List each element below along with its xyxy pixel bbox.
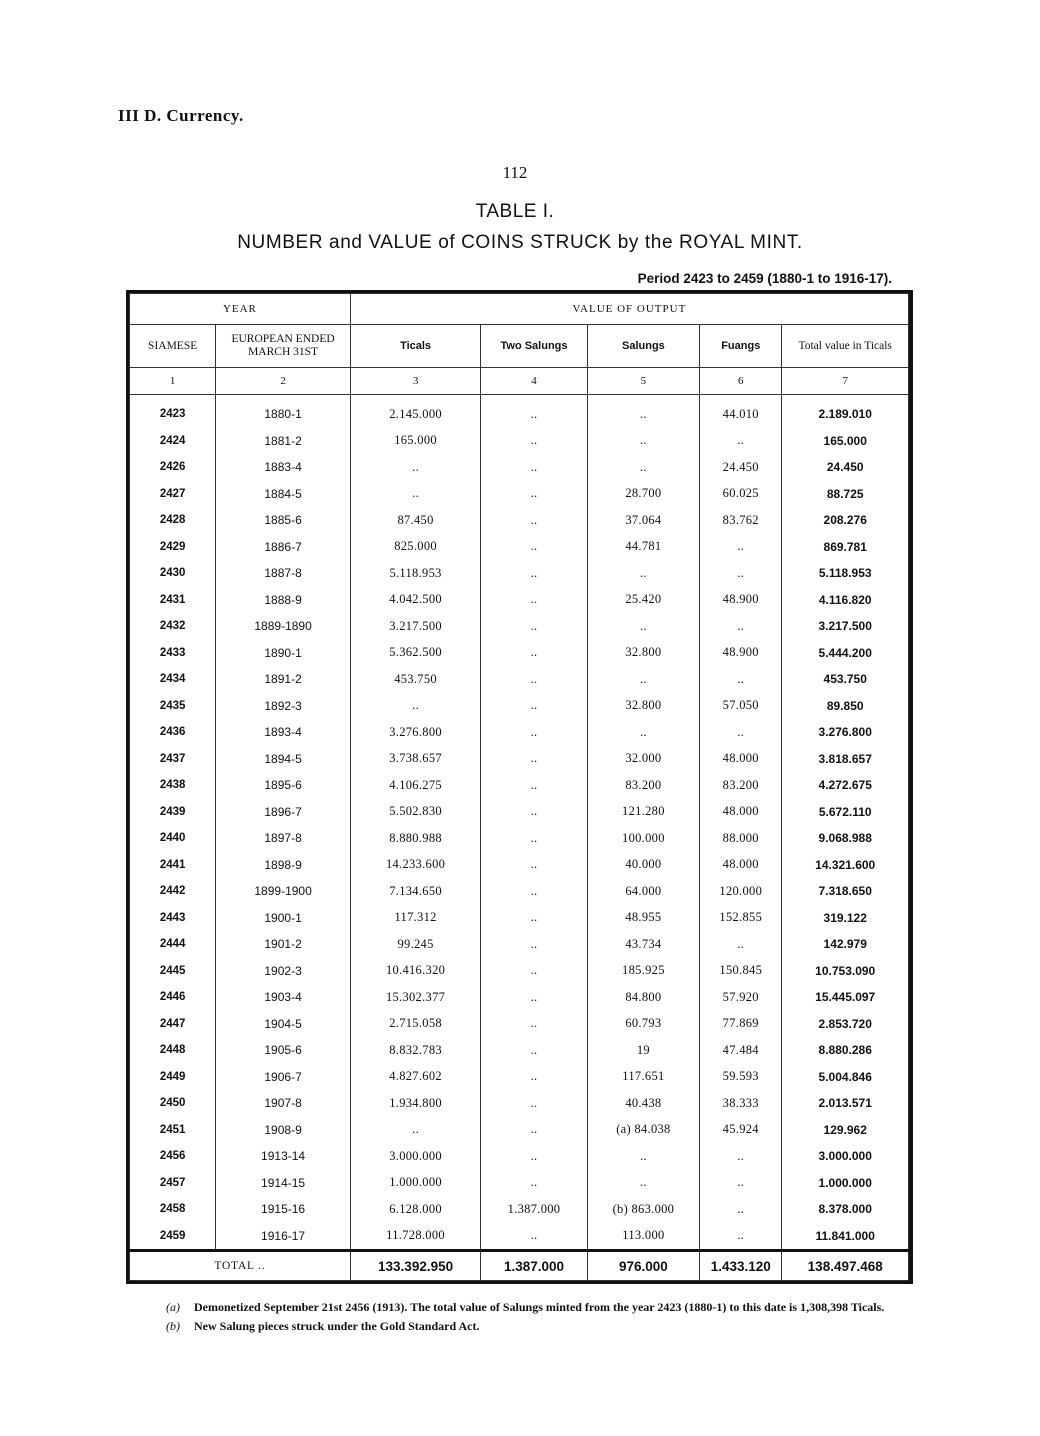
cell-fuangs: 120.000 bbox=[700, 878, 782, 905]
cell-total-value: 5.004.846 bbox=[782, 1064, 909, 1091]
cell-salungs: 117.651 bbox=[587, 1064, 699, 1091]
cell-ticals: 4.042.500 bbox=[350, 587, 480, 614]
cell-fuangs: 60.025 bbox=[700, 481, 782, 508]
cell-siamese-year: 2432 bbox=[130, 613, 216, 640]
column-header-salungs: Salungs bbox=[587, 325, 699, 368]
cell-siamese-year: 2459 bbox=[130, 1223, 216, 1251]
cell-siamese-year: 2443 bbox=[130, 905, 216, 932]
cell-fuangs: 83.200 bbox=[700, 772, 782, 799]
table-row bbox=[130, 931, 909, 958]
cell-total-value: 142.979 bbox=[782, 931, 909, 958]
cell-ticals: 7.134.650 bbox=[350, 878, 480, 905]
cell-total-value: 15.445.097 bbox=[782, 984, 909, 1011]
cell-total-value: 11.841.000 bbox=[782, 1223, 909, 1251]
cell-salungs: (a) 84.038 bbox=[587, 1117, 699, 1144]
table-row bbox=[130, 613, 909, 640]
cell-fuangs: .. bbox=[700, 560, 782, 587]
cell-ticals: 15.302.377 bbox=[350, 984, 480, 1011]
cell-fuangs: .. bbox=[700, 1143, 782, 1170]
cell-two-salungs: .. bbox=[481, 640, 587, 667]
cell-european-year: 1892-3 bbox=[216, 693, 351, 720]
cell-total-value: 208.276 bbox=[782, 507, 909, 534]
column-number: 2 bbox=[216, 368, 351, 395]
footnotes bbox=[166, 1301, 916, 1339]
cell-ticals: 11.728.000 bbox=[350, 1223, 480, 1251]
cell-two-salungs: .. bbox=[481, 481, 587, 508]
cell-total-value: 5.672.110 bbox=[782, 799, 909, 826]
cell-total-value: 2.189.010 bbox=[782, 395, 909, 428]
cell-two-salungs: .. bbox=[481, 613, 587, 640]
cell-european-year: 1883-4 bbox=[216, 454, 351, 481]
period-caption: Period 2423 to 2459 (1880-1 to 1916-17). bbox=[637, 271, 892, 286]
cell-ticals: 1.934.800 bbox=[350, 1090, 480, 1117]
page-number: 112 bbox=[502, 163, 528, 182]
cell-european-year: 1915-16 bbox=[216, 1196, 351, 1223]
column-number: 1 bbox=[130, 368, 216, 395]
cell-fuangs: 38.333 bbox=[700, 1090, 782, 1117]
cell-total-value: 3.217.500 bbox=[782, 613, 909, 640]
cell-salungs: 64.000 bbox=[587, 878, 699, 905]
cell-total-value: 14.321.600 bbox=[782, 852, 909, 879]
cell-two-salungs: .. bbox=[481, 560, 587, 587]
cell-total-value: 89.850 bbox=[782, 693, 909, 720]
cell-ticals: 8.880.988 bbox=[350, 825, 480, 852]
cell-ticals: 5.362.500 bbox=[350, 640, 480, 667]
cell-ticals: 2.145.000 bbox=[350, 395, 480, 428]
cell-fuangs: 59.593 bbox=[700, 1064, 782, 1091]
cell-salungs: 60.793 bbox=[587, 1011, 699, 1038]
table-row bbox=[130, 1223, 909, 1251]
cell-ticals: 4.827.602 bbox=[350, 1064, 480, 1091]
cell-total-value: 129.962 bbox=[782, 1117, 909, 1144]
cell-salungs: .. bbox=[587, 1143, 699, 1170]
cell-siamese-year: 2458 bbox=[130, 1196, 216, 1223]
cell-ticals: 99.245 bbox=[350, 931, 480, 958]
cell-salungs: 32.000 bbox=[587, 746, 699, 773]
cell-salungs: 83.200 bbox=[587, 772, 699, 799]
cell-european-year: 1886-7 bbox=[216, 534, 351, 561]
table-row bbox=[130, 878, 909, 905]
cell-european-year: 1913-14 bbox=[216, 1143, 351, 1170]
cell-european-year: 1900-1 bbox=[216, 905, 351, 932]
table-body bbox=[130, 395, 909, 1251]
table-row bbox=[130, 1196, 909, 1223]
cell-total-value: 8.378.000 bbox=[782, 1196, 909, 1223]
cell-siamese-year: 2428 bbox=[130, 507, 216, 534]
cell-european-year: 1890-1 bbox=[216, 640, 351, 667]
column-header-two-salungs: Two Salungs bbox=[481, 325, 587, 368]
column-number: 5 bbox=[587, 368, 699, 395]
cell-fuangs: 152.855 bbox=[700, 905, 782, 932]
cell-total-value: 24.450 bbox=[782, 454, 909, 481]
table-row bbox=[130, 428, 909, 455]
cell-two-salungs: .. bbox=[481, 931, 587, 958]
cell-total-value: 3.000.000 bbox=[782, 1143, 909, 1170]
cell-ticals: 5.502.830 bbox=[350, 799, 480, 826]
cell-siamese-year: 2423 bbox=[130, 395, 216, 428]
cell-european-year: 1889-1890 bbox=[216, 613, 351, 640]
cell-two-salungs: .. bbox=[481, 958, 587, 985]
cell-european-year: 1891-2 bbox=[216, 666, 351, 693]
cell-ticals: 3.276.800 bbox=[350, 719, 480, 746]
cell-two-salungs: .. bbox=[481, 852, 587, 879]
cell-fuangs: 24.450 bbox=[700, 454, 782, 481]
cell-fuangs: 48.900 bbox=[700, 587, 782, 614]
cell-european-year: 1880-1 bbox=[216, 395, 351, 428]
cell-siamese-year: 2433 bbox=[130, 640, 216, 667]
cell-salungs: 48.955 bbox=[587, 905, 699, 932]
cell-ticals: 165.000 bbox=[350, 428, 480, 455]
cell-salungs: 25.420 bbox=[587, 587, 699, 614]
table-row bbox=[130, 534, 909, 561]
cell-ticals: 87.450 bbox=[350, 507, 480, 534]
cell-salungs: .. bbox=[587, 666, 699, 693]
table-row bbox=[130, 746, 909, 773]
cell-salungs: 28.700 bbox=[587, 481, 699, 508]
cell-fuangs: 88.000 bbox=[700, 825, 782, 852]
cell-total-value: 165.000 bbox=[782, 428, 909, 455]
table-row bbox=[130, 852, 909, 879]
cell-fuangs: 57.050 bbox=[700, 693, 782, 720]
cell-two-salungs: .. bbox=[481, 1223, 587, 1251]
cell-siamese-year: 2457 bbox=[130, 1170, 216, 1197]
cell-ticals: 6.128.000 bbox=[350, 1196, 480, 1223]
cell-european-year: 1906-7 bbox=[216, 1064, 351, 1091]
table-row bbox=[130, 799, 909, 826]
cell-fuangs: 44.010 bbox=[700, 395, 782, 428]
cell-fuangs: .. bbox=[700, 1196, 782, 1223]
cell-fuangs: 83.762 bbox=[700, 507, 782, 534]
cell-european-year: 1888-9 bbox=[216, 587, 351, 614]
footnote-text: New Salung pieces struck under the Gold Standard Act. bbox=[194, 1319, 480, 1333]
cell-two-salungs: .. bbox=[481, 905, 587, 932]
cell-ticals: 1.000.000 bbox=[350, 1170, 480, 1197]
section-header: III D. Currency. bbox=[118, 106, 244, 125]
cell-salungs: 84.800 bbox=[587, 984, 699, 1011]
cell-siamese-year: 2449 bbox=[130, 1064, 216, 1091]
cell-salungs: .. bbox=[587, 560, 699, 587]
cell-total-value: 4.272.675 bbox=[782, 772, 909, 799]
cell-fuangs: 48.900 bbox=[700, 640, 782, 667]
cell-siamese-year: 2435 bbox=[130, 693, 216, 720]
cell-salungs: 40.438 bbox=[587, 1090, 699, 1117]
cell-fuangs: 77.869 bbox=[700, 1011, 782, 1038]
column-number: 4 bbox=[481, 368, 587, 395]
cell-salungs: 40.000 bbox=[587, 852, 699, 879]
cell-european-year: 1897-8 bbox=[216, 825, 351, 852]
column-number: 3 bbox=[350, 368, 480, 395]
cell-two-salungs: .. bbox=[481, 666, 587, 693]
table-row bbox=[130, 666, 909, 693]
cell-european-year: 1884-5 bbox=[216, 481, 351, 508]
cell-total-value: 869.781 bbox=[782, 534, 909, 561]
cell-total-value: 2.013.571 bbox=[782, 1090, 909, 1117]
cell-salungs: .. bbox=[587, 613, 699, 640]
coin-output-table bbox=[126, 290, 913, 1284]
cell-two-salungs: .. bbox=[481, 719, 587, 746]
cell-european-year: 1887-8 bbox=[216, 560, 351, 587]
column-header-ticals: Ticals bbox=[350, 325, 480, 368]
cell-total-value: 2.853.720 bbox=[782, 1011, 909, 1038]
cell-fuangs: 47.484 bbox=[700, 1037, 782, 1064]
cell-ticals: 825.000 bbox=[350, 534, 480, 561]
cell-total-value: 5.444.200 bbox=[782, 640, 909, 667]
cell-siamese-year: 2436 bbox=[130, 719, 216, 746]
cell-salungs: 19 bbox=[587, 1037, 699, 1064]
cell-salungs: .. bbox=[587, 428, 699, 455]
cell-total-value: 4.116.820 bbox=[782, 587, 909, 614]
table-row bbox=[130, 984, 909, 1011]
table-row bbox=[130, 454, 909, 481]
cell-two-salungs: .. bbox=[481, 1143, 587, 1170]
cell-total-value: 9.068.988 bbox=[782, 825, 909, 852]
cell-ticals: 8.832.783 bbox=[350, 1037, 480, 1064]
cell-total-value: 10.753.090 bbox=[782, 958, 909, 985]
cell-european-year: 1895-6 bbox=[216, 772, 351, 799]
cell-fuangs: 48.000 bbox=[700, 799, 782, 826]
cell-siamese-year: 2438 bbox=[130, 772, 216, 799]
table-row bbox=[130, 693, 909, 720]
cell-siamese-year: 2444 bbox=[130, 931, 216, 958]
cell-two-salungs: .. bbox=[481, 428, 587, 455]
cell-salungs: 113.000 bbox=[587, 1223, 699, 1251]
cell-two-salungs: .. bbox=[481, 1011, 587, 1038]
cell-ticals: 2.715.058 bbox=[350, 1011, 480, 1038]
cell-total-value: 1.000.000 bbox=[782, 1170, 909, 1197]
cell-fuangs: .. bbox=[700, 1170, 782, 1197]
table-row bbox=[130, 507, 909, 534]
cell-siamese-year: 2439 bbox=[130, 799, 216, 826]
total-row bbox=[130, 1251, 909, 1281]
cell-salungs: .. bbox=[587, 1170, 699, 1197]
column-header-fuangs: Fuangs bbox=[700, 325, 782, 368]
cell-ticals: 3.000.000 bbox=[350, 1143, 480, 1170]
cell-siamese-year: 2431 bbox=[130, 587, 216, 614]
cell-total-value: 3.276.800 bbox=[782, 719, 909, 746]
cell-siamese-year: 2445 bbox=[130, 958, 216, 985]
table-number: TABLE I. bbox=[475, 201, 555, 222]
table-row bbox=[130, 560, 909, 587]
cell-european-year: 1893-4 bbox=[216, 719, 351, 746]
cell-european-year: 1894-5 bbox=[216, 746, 351, 773]
cell-european-year: 1902-3 bbox=[216, 958, 351, 985]
cell-fuangs: 48.000 bbox=[700, 852, 782, 879]
cell-salungs: 37.064 bbox=[587, 507, 699, 534]
cell-total-value: 7.318.650 bbox=[782, 878, 909, 905]
footnote-marker: (b) bbox=[166, 1319, 180, 1333]
cell-fuangs: .. bbox=[700, 666, 782, 693]
cell-two-salungs: .. bbox=[481, 534, 587, 561]
cell-ticals: 14.233.600 bbox=[350, 852, 480, 879]
cell-two-salungs: .. bbox=[481, 746, 587, 773]
cell-european-year: 1896-7 bbox=[216, 799, 351, 826]
footnote-b bbox=[166, 1320, 916, 1333]
cell-european-year: 1904-5 bbox=[216, 1011, 351, 1038]
cell-two-salungs: .. bbox=[481, 878, 587, 905]
cell-salungs: 43.734 bbox=[587, 931, 699, 958]
total-ticals: 133.392.950 bbox=[350, 1251, 480, 1281]
cell-siamese-year: 2448 bbox=[130, 1037, 216, 1064]
cell-ticals: 117.312 bbox=[350, 905, 480, 932]
cell-two-salungs: .. bbox=[481, 772, 587, 799]
cell-two-salungs: .. bbox=[481, 1037, 587, 1064]
table-row bbox=[130, 1117, 909, 1144]
cell-siamese-year: 2441 bbox=[130, 852, 216, 879]
cell-two-salungs: .. bbox=[481, 395, 587, 428]
footnote-marker: (a) bbox=[166, 1300, 180, 1314]
cell-two-salungs: .. bbox=[481, 507, 587, 534]
cell-siamese-year: 2426 bbox=[130, 454, 216, 481]
cell-siamese-year: 2427 bbox=[130, 481, 216, 508]
cell-ticals: 453.750 bbox=[350, 666, 480, 693]
cell-two-salungs: .. bbox=[481, 1117, 587, 1144]
cell-total-value: 5.118.953 bbox=[782, 560, 909, 587]
cell-ticals: .. bbox=[350, 1117, 480, 1144]
cell-two-salungs: .. bbox=[481, 1064, 587, 1091]
table-row bbox=[130, 1011, 909, 1038]
cell-european-year: 1881-2 bbox=[216, 428, 351, 455]
table-row bbox=[130, 1064, 909, 1091]
cell-siamese-year: 2447 bbox=[130, 1011, 216, 1038]
cell-total-value: 319.122 bbox=[782, 905, 909, 932]
cell-salungs: .. bbox=[587, 395, 699, 428]
cell-fuangs: .. bbox=[700, 534, 782, 561]
cell-fuangs: .. bbox=[700, 613, 782, 640]
table-row bbox=[130, 905, 909, 932]
cell-ticals: .. bbox=[350, 481, 480, 508]
cell-fuangs: .. bbox=[700, 428, 782, 455]
cell-european-year: 1907-8 bbox=[216, 1090, 351, 1117]
cell-siamese-year: 2430 bbox=[130, 560, 216, 587]
cell-siamese-year: 2434 bbox=[130, 666, 216, 693]
cell-fuangs: 48.000 bbox=[700, 746, 782, 773]
cell-siamese-year: 2442 bbox=[130, 878, 216, 905]
cell-two-salungs: .. bbox=[481, 1170, 587, 1197]
cell-siamese-year: 2456 bbox=[130, 1143, 216, 1170]
cell-salungs: 185.925 bbox=[587, 958, 699, 985]
cell-salungs: 44.781 bbox=[587, 534, 699, 561]
table-row bbox=[130, 1170, 909, 1197]
cell-two-salungs: .. bbox=[481, 587, 587, 614]
table-row bbox=[130, 1037, 909, 1064]
table-row bbox=[130, 587, 909, 614]
cell-ticals: 3.738.657 bbox=[350, 746, 480, 773]
cell-two-salungs: .. bbox=[481, 454, 587, 481]
year-group-header: YEAR bbox=[130, 294, 351, 325]
column-header-european: EUROPEAN ENDED MARCH 31ST bbox=[216, 325, 351, 368]
cell-salungs: (b) 863.000 bbox=[587, 1196, 699, 1223]
cell-ticals: 3.217.500 bbox=[350, 613, 480, 640]
column-header-siamese: SIAMESE bbox=[130, 325, 216, 368]
table-row bbox=[130, 1090, 909, 1117]
cell-fuangs: 57.920 bbox=[700, 984, 782, 1011]
cell-siamese-year: 2446 bbox=[130, 984, 216, 1011]
cell-fuangs: .. bbox=[700, 931, 782, 958]
cell-fuangs: 150.845 bbox=[700, 958, 782, 985]
cell-two-salungs: .. bbox=[481, 799, 587, 826]
cell-european-year: 1898-9 bbox=[216, 852, 351, 879]
table-row bbox=[130, 481, 909, 508]
table-row bbox=[130, 719, 909, 746]
cell-european-year: 1914-15 bbox=[216, 1170, 351, 1197]
cell-two-salungs: .. bbox=[481, 825, 587, 852]
cell-total-value: 88.725 bbox=[782, 481, 909, 508]
total-fuangs: 1.433.120 bbox=[700, 1251, 782, 1281]
cell-total-value: 453.750 bbox=[782, 666, 909, 693]
cell-salungs: 121.280 bbox=[587, 799, 699, 826]
total-value: 138.497.468 bbox=[782, 1251, 909, 1281]
total-label: TOTAL .. bbox=[130, 1251, 351, 1281]
cell-two-salungs: 1.387.000 bbox=[481, 1196, 587, 1223]
cell-salungs: .. bbox=[587, 719, 699, 746]
cell-salungs: .. bbox=[587, 454, 699, 481]
total-two-salungs: 1.387.000 bbox=[481, 1251, 587, 1281]
cell-siamese-year: 2424 bbox=[130, 428, 216, 455]
column-number: 7 bbox=[782, 368, 909, 395]
cell-salungs: 32.800 bbox=[587, 693, 699, 720]
cell-siamese-year: 2437 bbox=[130, 746, 216, 773]
cell-fuangs: .. bbox=[700, 1223, 782, 1251]
cell-total-value: 8.880.286 bbox=[782, 1037, 909, 1064]
cell-ticals: .. bbox=[350, 693, 480, 720]
cell-fuangs: 45.924 bbox=[700, 1117, 782, 1144]
footnote-a bbox=[166, 1301, 916, 1314]
cell-european-year: 1885-6 bbox=[216, 507, 351, 534]
total-salungs: 976.000 bbox=[587, 1251, 699, 1281]
cell-ticals: 4.106.275 bbox=[350, 772, 480, 799]
cell-european-year: 1908-9 bbox=[216, 1117, 351, 1144]
column-header-total-value: Total value in Ticals bbox=[782, 325, 909, 368]
cell-siamese-year: 2450 bbox=[130, 1090, 216, 1117]
cell-ticals: .. bbox=[350, 454, 480, 481]
cell-two-salungs: .. bbox=[481, 1090, 587, 1117]
cell-two-salungs: .. bbox=[481, 984, 587, 1011]
column-number: 6 bbox=[700, 368, 782, 395]
cell-european-year: 1916-17 bbox=[216, 1223, 351, 1251]
table-row bbox=[130, 958, 909, 985]
cell-salungs: 100.000 bbox=[587, 825, 699, 852]
table-row bbox=[130, 825, 909, 852]
table-row bbox=[130, 772, 909, 799]
cell-european-year: 1901-2 bbox=[216, 931, 351, 958]
cell-ticals: 5.118.953 bbox=[350, 560, 480, 587]
cell-european-year: 1905-6 bbox=[216, 1037, 351, 1064]
table-row bbox=[130, 1143, 909, 1170]
cell-salungs: 32.800 bbox=[587, 640, 699, 667]
cell-total-value: 3.818.657 bbox=[782, 746, 909, 773]
cell-siamese-year: 2440 bbox=[130, 825, 216, 852]
cell-european-year: 1899-1900 bbox=[216, 878, 351, 905]
table-row bbox=[130, 395, 909, 428]
footnote-text: Demonetized September 21st 2456 (1913). The total value of Salungs minted from the year 2423 (1880-1) to this date is 1,308,398 Ticals. bbox=[194, 1300, 885, 1314]
table-row bbox=[130, 640, 909, 667]
cell-fuangs: .. bbox=[700, 719, 782, 746]
cell-ticals: 10.416.320 bbox=[350, 958, 480, 985]
table-title: NUMBER and VALUE of COINS STRUCK by the ROYAL MINT. bbox=[237, 232, 803, 253]
value-group-header: VALUE OF OUTPUT bbox=[350, 294, 908, 325]
cell-siamese-year: 2429 bbox=[130, 534, 216, 561]
cell-two-salungs: .. bbox=[481, 693, 587, 720]
cell-european-year: 1903-4 bbox=[216, 984, 351, 1011]
cell-siamese-year: 2451 bbox=[130, 1117, 216, 1144]
